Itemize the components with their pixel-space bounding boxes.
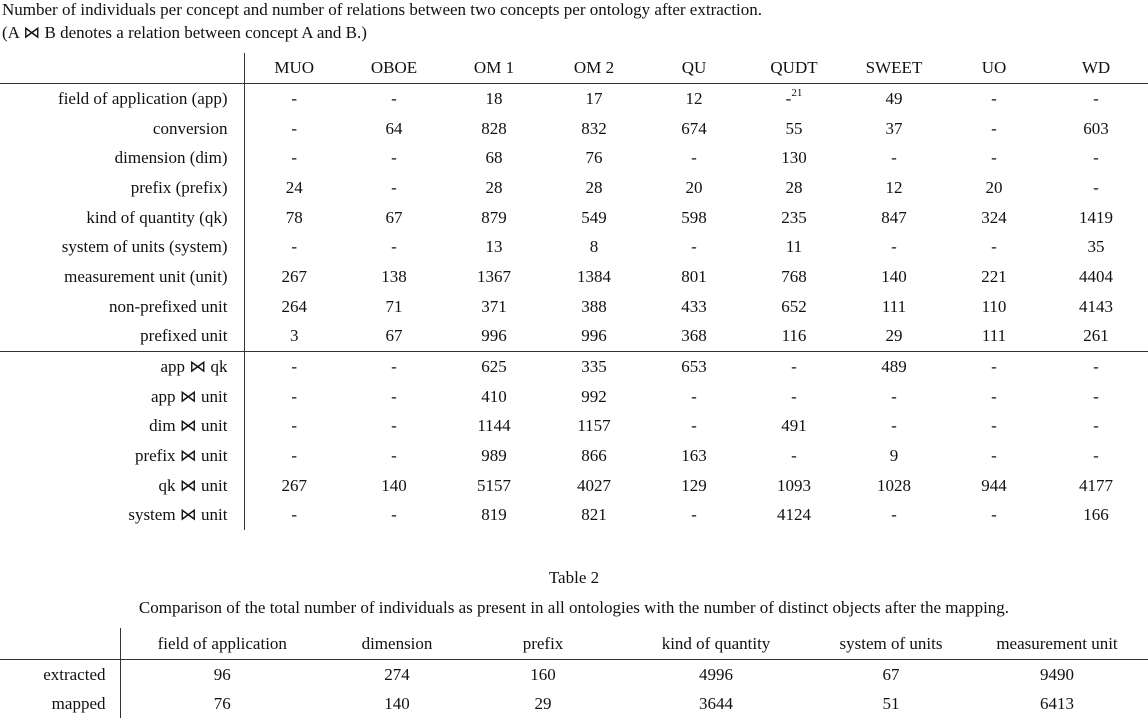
table-cell: 9 bbox=[889, 446, 899, 466]
table2-description: Comparison of the total number of individuals as present in all ontologies with the number of distinct objects after the mapping. bbox=[138, 598, 1010, 617]
table-cell: 944 bbox=[981, 475, 1007, 495]
table2-header-row bbox=[0, 628, 1148, 660]
row-label: dim ⋈ unit bbox=[0, 412, 244, 442]
column-header: OM 1 bbox=[444, 53, 544, 84]
table-cell: - bbox=[391, 177, 397, 197]
table-cell: 51 bbox=[882, 693, 900, 713]
table-cell: 18 bbox=[485, 88, 503, 108]
footnote-marker: 21 bbox=[791, 86, 803, 99]
table-cell: 221 bbox=[981, 266, 1007, 286]
table-cell: 49 bbox=[885, 88, 903, 108]
table-cell: 29 bbox=[844, 322, 944, 352]
relation-row bbox=[0, 412, 1148, 442]
table-cell bbox=[744, 84, 844, 114]
table-cell: - bbox=[791, 446, 797, 466]
table-cell: 64 bbox=[385, 118, 403, 138]
table-cell: 267 bbox=[281, 266, 307, 286]
row-label: non-prefixed unit bbox=[0, 292, 244, 322]
table-cell: - bbox=[991, 416, 997, 436]
mapping-comparison-table bbox=[0, 628, 1148, 718]
table-cell: 140 bbox=[381, 475, 407, 495]
row-label: prefix ⋈ unit bbox=[0, 441, 244, 471]
table-cell: 3644 bbox=[699, 693, 733, 713]
column-header: OM 2 bbox=[544, 53, 644, 84]
table-cell: - bbox=[691, 505, 697, 525]
table-cell: 76 bbox=[585, 148, 603, 168]
table-cell: 489 bbox=[881, 357, 907, 377]
table-cell: 138 bbox=[381, 266, 407, 286]
row-label: system ⋈ unit bbox=[0, 501, 244, 531]
table-cell: 274 bbox=[384, 664, 410, 684]
table-cell: - bbox=[291, 237, 298, 257]
table-cell: 67 bbox=[344, 322, 444, 352]
row-label: system of units (system) bbox=[0, 232, 244, 262]
table-cell: 6413 bbox=[1040, 693, 1074, 713]
table-cell: 491 bbox=[781, 416, 807, 436]
table-cell: 847 bbox=[881, 207, 907, 227]
table-cell: 832 bbox=[581, 118, 607, 138]
comparison-row bbox=[0, 689, 1148, 718]
table-cell: 8 bbox=[589, 237, 599, 257]
table-cell: 625 bbox=[481, 357, 507, 377]
concept-row bbox=[0, 262, 1148, 292]
table-cell: 130 bbox=[781, 148, 807, 168]
table-cell: - bbox=[291, 505, 298, 525]
table-cell: - bbox=[391, 446, 397, 466]
table-cell: 11 bbox=[785, 237, 803, 257]
table-cell: - bbox=[291, 416, 298, 436]
table-cell: 12 bbox=[885, 177, 903, 197]
row-label: app ⋈ unit bbox=[0, 382, 244, 412]
table-cell: 989 bbox=[481, 446, 507, 466]
table-cell: 160 bbox=[530, 664, 556, 684]
table-cell: 4027 bbox=[577, 475, 611, 495]
table-cell: 1157 bbox=[577, 416, 611, 436]
table1-caption: Number of individuals per concept and number of relations between two concepts per ontology after extraction. bbox=[2, 0, 763, 19]
row-label: dimension (dim) bbox=[0, 143, 244, 173]
table-cell: - bbox=[1093, 177, 1099, 197]
table1-corner bbox=[0, 53, 244, 84]
table-cell: - bbox=[891, 148, 897, 168]
table-cell: - bbox=[991, 505, 997, 525]
table-cell: 1419 bbox=[1079, 207, 1113, 227]
table-cell: 96 bbox=[213, 664, 231, 684]
table-cell: 768 bbox=[781, 266, 807, 286]
table-cell: 267 bbox=[281, 475, 307, 495]
column-header: dimension bbox=[324, 628, 470, 660]
table-cell: - bbox=[1093, 88, 1099, 108]
table-cell: - bbox=[991, 237, 997, 257]
table-cell: 67 bbox=[882, 664, 900, 684]
table-cell: 235 bbox=[781, 207, 807, 227]
table-cell: 76 bbox=[213, 693, 231, 713]
column-header: QUDT bbox=[744, 53, 844, 84]
table-cell: - bbox=[991, 118, 997, 138]
table-cell: - bbox=[791, 386, 797, 406]
table-cell: 879 bbox=[481, 207, 507, 227]
table-cell: 4143 bbox=[1079, 296, 1113, 316]
table1-caption-note: (A ⋈ B denotes a relation between concept A and B.) bbox=[2, 23, 367, 42]
table-cell: 1028 bbox=[877, 475, 911, 495]
table-cell: - bbox=[391, 237, 397, 257]
table-cell: 67 bbox=[385, 207, 403, 227]
table-cell: 996 bbox=[444, 322, 544, 352]
column-header: system of units bbox=[816, 628, 966, 660]
table-cell: - bbox=[791, 357, 797, 377]
table-cell: 110 bbox=[981, 296, 1007, 316]
table-cell: 29 bbox=[534, 693, 552, 713]
column-header: prefix bbox=[470, 628, 616, 660]
table-cell: - bbox=[691, 237, 697, 257]
table-cell: 140 bbox=[881, 266, 907, 286]
row-label: extracted bbox=[0, 660, 120, 690]
table-cell: 55 bbox=[785, 118, 803, 138]
table-cell: 653 bbox=[681, 357, 707, 377]
table-cell: 71 bbox=[385, 296, 403, 316]
table-cell: 1367 bbox=[477, 266, 511, 286]
table-cell: - bbox=[691, 416, 697, 436]
column-header: UO bbox=[944, 53, 1044, 84]
table-cell: 433 bbox=[681, 296, 707, 316]
column-header: QU bbox=[644, 53, 744, 84]
concept-row bbox=[0, 173, 1148, 203]
column-header: SWEET bbox=[844, 53, 944, 84]
table-cell: - bbox=[991, 148, 997, 168]
table-cell: 371 bbox=[481, 296, 507, 316]
table-cell: 598 bbox=[681, 207, 707, 227]
table-cell: 35 bbox=[1087, 237, 1105, 257]
relation-row bbox=[0, 471, 1148, 501]
table-cell: 140 bbox=[384, 693, 410, 713]
table-cell: 3 bbox=[244, 322, 344, 352]
table-cell: 13 bbox=[485, 237, 503, 257]
table-cell: 388 bbox=[581, 296, 607, 316]
table-cell: 368 bbox=[644, 322, 744, 352]
concept-row bbox=[0, 114, 1148, 144]
table-cell: - bbox=[291, 88, 298, 108]
ontology-statistics-table bbox=[0, 53, 1148, 530]
row-label: prefix (prefix) bbox=[0, 173, 244, 203]
comparison-row bbox=[0, 660, 1148, 690]
column-header: MUO bbox=[244, 53, 344, 84]
table-cell: - bbox=[891, 416, 897, 436]
table-cell: 819 bbox=[481, 505, 507, 525]
concept-row bbox=[0, 322, 1148, 352]
concept-row bbox=[0, 84, 1148, 114]
table-cell: - bbox=[291, 357, 298, 377]
table-cell: 410 bbox=[481, 386, 507, 406]
row-label: field of application (app) bbox=[0, 84, 244, 114]
column-header: kind of quantity bbox=[616, 628, 816, 660]
table-cell: - bbox=[291, 386, 298, 406]
table-cell: - bbox=[991, 446, 997, 466]
table-cell: 801 bbox=[681, 266, 707, 286]
table-cell: - bbox=[691, 386, 697, 406]
table-cell: 866 bbox=[581, 446, 607, 466]
table-cell: 20 bbox=[685, 177, 703, 197]
table-cell: - bbox=[1093, 357, 1099, 377]
table-cell: 261 bbox=[1044, 322, 1148, 352]
table-cell: - bbox=[291, 118, 298, 138]
table-cell: - bbox=[391, 88, 397, 108]
table-cell: - bbox=[291, 148, 298, 168]
table-cell: 674 bbox=[681, 118, 707, 138]
table-cell: 166 bbox=[1083, 505, 1109, 525]
table-cell: 9490 bbox=[1040, 664, 1074, 684]
table-cell: 264 bbox=[281, 296, 307, 316]
table-cell: 1144 bbox=[477, 416, 511, 436]
row-label: prefixed unit bbox=[0, 322, 244, 352]
table-cell: 5157 bbox=[477, 475, 511, 495]
relation-row bbox=[0, 352, 1148, 382]
relation-row bbox=[0, 382, 1148, 412]
table-cell: 1384 bbox=[577, 266, 611, 286]
row-label: conversion bbox=[0, 114, 244, 144]
table-cell: 821 bbox=[581, 505, 607, 525]
row-label: measurement unit (unit) bbox=[0, 262, 244, 292]
table-cell: 111 bbox=[944, 322, 1044, 352]
column-header: field of application bbox=[120, 628, 324, 660]
table-cell: 652 bbox=[781, 296, 807, 316]
table1-header-row bbox=[0, 53, 1148, 84]
table-cell: 28 bbox=[785, 177, 803, 197]
table-cell: - bbox=[991, 88, 997, 108]
table-cell: - bbox=[991, 357, 997, 377]
table-cell: - bbox=[891, 237, 897, 257]
table-cell: 37 bbox=[885, 118, 903, 138]
concept-row bbox=[0, 292, 1148, 322]
table-cell: 603 bbox=[1083, 118, 1109, 138]
table-cell: 20 bbox=[985, 177, 1003, 197]
table-cell: 17 bbox=[585, 88, 603, 108]
table-cell: 4177 bbox=[1079, 475, 1113, 495]
table-cell: 28 bbox=[485, 177, 503, 197]
table-cell: 828 bbox=[481, 118, 507, 138]
row-label: kind of quantity (qk) bbox=[0, 203, 244, 233]
table-cell: 549 bbox=[581, 207, 607, 227]
row-label: mapped bbox=[0, 689, 120, 718]
table-cell: 129 bbox=[681, 475, 707, 495]
table2-corner bbox=[0, 628, 120, 660]
concept-row bbox=[0, 203, 1148, 233]
table-cell: - bbox=[1093, 416, 1099, 436]
column-header: measurement unit bbox=[966, 628, 1148, 660]
table-cell: - bbox=[291, 446, 298, 466]
table-cell: - bbox=[391, 505, 397, 525]
table-cell: - bbox=[1093, 386, 1099, 406]
table-cell: 116 bbox=[744, 322, 844, 352]
table-cell: 78 bbox=[285, 207, 303, 227]
table-cell: 324 bbox=[981, 207, 1007, 227]
table-cell: - bbox=[391, 416, 397, 436]
table-cell: 4996 bbox=[699, 664, 733, 684]
table-cell: 28 bbox=[585, 177, 603, 197]
concept-row bbox=[0, 232, 1148, 262]
table-cell: 4404 bbox=[1079, 266, 1113, 286]
table-cell: - bbox=[891, 505, 897, 525]
table-cell: - bbox=[391, 148, 397, 168]
table-cell: - bbox=[1093, 446, 1099, 466]
table-cell: - bbox=[391, 357, 397, 377]
table-cell: 996 bbox=[544, 322, 644, 352]
column-header: OBOE bbox=[344, 53, 444, 84]
table-cell: 12 bbox=[685, 88, 703, 108]
table-cell: 24 bbox=[285, 177, 303, 197]
table-cell: 992 bbox=[581, 386, 607, 406]
concept-row bbox=[0, 143, 1148, 173]
column-header: WD bbox=[1044, 53, 1148, 84]
table2-title: Table 2 bbox=[548, 568, 600, 587]
row-label: app ⋈ qk bbox=[0, 352, 244, 382]
table-cell: - bbox=[1093, 148, 1099, 168]
table-cell: 68 bbox=[485, 148, 503, 168]
table-cell: - bbox=[391, 386, 397, 406]
table-cell: 163 bbox=[681, 446, 707, 466]
table-cell: 111 bbox=[881, 296, 907, 316]
table-cell: 335 bbox=[581, 357, 607, 377]
cell-value: - bbox=[785, 88, 792, 108]
relation-row bbox=[0, 501, 1148, 531]
table-cell: 4124 bbox=[777, 505, 811, 525]
relation-row bbox=[0, 441, 1148, 471]
table-cell: - bbox=[891, 386, 897, 406]
table-cell: 1093 bbox=[777, 475, 811, 495]
table-cell: - bbox=[691, 148, 697, 168]
table-cell: - bbox=[991, 386, 997, 406]
row-label: qk ⋈ unit bbox=[0, 471, 244, 501]
